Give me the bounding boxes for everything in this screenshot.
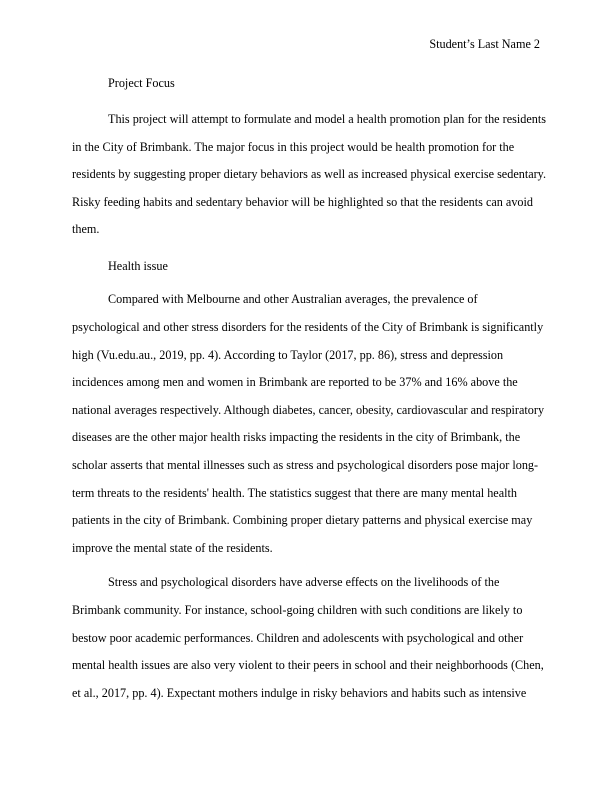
- paragraph-line: in the City of Brimbank. The major focus in this project would be health promotion for the: [72, 140, 515, 154]
- paragraph-line: mental health issues are also very violent to their peers in school and their neighborhoods (Chen,: [72, 658, 544, 672]
- paragraph-line: Risky feeding habits and sedentary behavior will be highlighted so that the residents can avoid: [72, 195, 533, 209]
- paragraph-line: bestow poor academic performances. Children and adolescents with psychological and other: [72, 631, 524, 645]
- paragraph-line: et al., 2017, pp. 4). Expectant mothers indulge in risky behaviors and habits such as intensive: [72, 686, 527, 700]
- paragraph-line: residents by suggesting proper dietary behaviors as well as increased physical exercise sedentary.: [72, 167, 547, 181]
- running-head: Student’s Last Name 2: [429, 37, 540, 51]
- paragraph-line: scholar asserts that mental illnesses such as stress and psychological disorders pose major long-: [72, 458, 539, 472]
- paragraph-line: term threats to the residents' health. The statistics suggest that there are many mental health: [72, 486, 517, 500]
- paragraph-line: Brimbank community. For instance, school-going children with such conditions are likely to: [72, 603, 523, 617]
- paragraph-line: diseases are the other major health risks impacting the residents in the city of Brimbank, the: [72, 430, 521, 444]
- paragraph-line: improve the mental state of the residents.: [72, 541, 273, 555]
- paragraph-line: Compared with Melbourne and other Australian averages, the prevalence of: [108, 292, 478, 306]
- paragraph-line: patients in the city of Brimbank. Combining proper dietary patterns and physical exercise may: [72, 513, 533, 527]
- paragraph-line: incidences among men and women in Brimbank are reported to be 37% and 16% above the: [72, 375, 518, 389]
- heading-health-issue: Health issue: [108, 259, 168, 273]
- paragraph-line: Stress and psychological disorders have adverse effects on the livelihoods of the: [108, 575, 500, 589]
- paragraph-line: high (Vu.edu.au., 2019, pp. 4). According to Taylor (2017, pp. 86), stress and depression: [72, 348, 504, 362]
- paragraph-line: psychological and other stress disorders for the residents of the City of Brimbank is significantly: [72, 320, 544, 334]
- paragraph-line: This project will attempt to formulate and model a health promotion plan for the residents: [108, 112, 546, 126]
- paragraph-line: national averages respectively. Although diabetes, cancer, obesity, cardiovascular and respiratory: [72, 403, 545, 417]
- paragraph-line: them.: [72, 222, 100, 236]
- heading-project-focus: Project Focus: [108, 76, 175, 90]
